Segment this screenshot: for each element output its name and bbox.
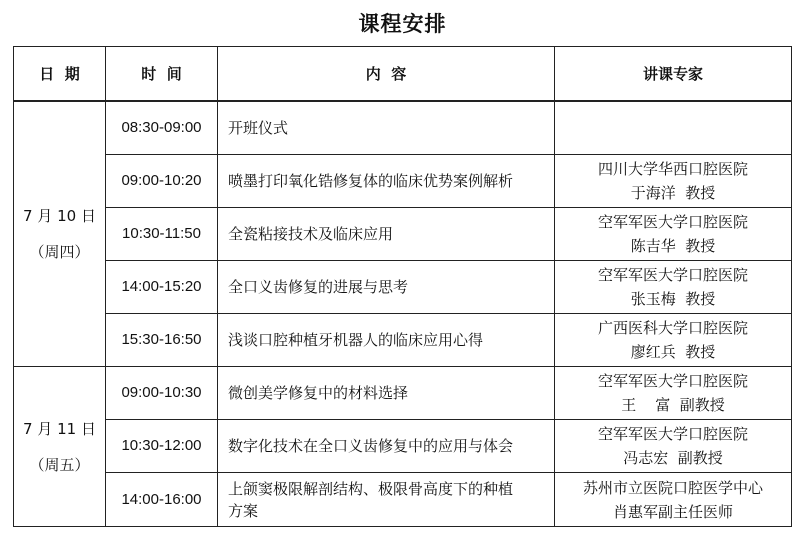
table-row xyxy=(14,101,792,155)
content-line: 方案 xyxy=(228,501,259,520)
time-cell: 10:30-11:50 xyxy=(106,208,218,261)
table-row xyxy=(14,155,792,208)
content-cell: 浅谈口腔种植牙机器人的临床应用心得 xyxy=(218,314,555,367)
date-label: 7 月 10 日 xyxy=(23,207,96,225)
page-title: 课程安排 xyxy=(358,11,447,36)
content-cell xyxy=(218,473,555,527)
time-cell: 14:00-15:20 xyxy=(106,261,218,314)
expert-org: 空军军医大学口腔医院 xyxy=(597,213,748,231)
expert-cell xyxy=(555,101,792,155)
expert-cell xyxy=(555,314,792,367)
expert-name: 张玉梅 教授 xyxy=(630,290,716,308)
table-row xyxy=(14,208,792,261)
expert-cell xyxy=(555,261,792,314)
content-cell: 全瓷粘接技术及临床应用 xyxy=(218,208,555,261)
header-expert: 讲课专家 xyxy=(555,47,792,102)
expert-name: 陈吉华 教授 xyxy=(630,237,716,255)
table-row xyxy=(14,420,792,473)
table-row xyxy=(14,473,792,527)
expert-cell xyxy=(555,473,792,527)
time-cell: 08:30-09:00 xyxy=(106,101,218,155)
content-cell: 数字化技术在全口义齿修复中的应用与体会 xyxy=(218,420,555,473)
time-cell: 09:00-10:20 xyxy=(106,155,218,208)
content-line: 上颌窦极限解剖结构、极限骨高度下的种植 xyxy=(228,479,514,498)
header-time: 时 间 xyxy=(106,47,218,102)
content-cell: 开班仪式 xyxy=(218,101,555,155)
weekday-label: （周五） xyxy=(29,455,90,474)
expert-cell xyxy=(555,208,792,261)
expert-org: 广西医科大学口腔医院 xyxy=(597,319,748,337)
time-cell: 09:00-10:30 xyxy=(106,367,218,420)
date-label: 7 月 11 日 xyxy=(23,419,96,438)
header-content: 内 容 xyxy=(218,47,555,102)
schedule-table xyxy=(13,46,792,527)
expert-cell xyxy=(555,155,792,208)
table-row xyxy=(14,261,792,314)
time-cell: 15:30-16:50 xyxy=(106,314,218,367)
table-row xyxy=(14,314,792,367)
time-cell: 14:00-16:00 xyxy=(106,473,218,527)
time-cell: 10:30-12:00 xyxy=(106,420,218,473)
expert-name: 王 富 副教授 xyxy=(621,396,725,414)
expert-org: 苏州市立医院口腔医学中心 xyxy=(582,478,763,497)
content-cell: 全口义齿修复的进展与思考 xyxy=(218,261,555,314)
table-header-row xyxy=(14,47,792,102)
content-cell: 微创美学修复中的材料选择 xyxy=(218,367,555,420)
expert-cell xyxy=(555,420,792,473)
expert-org: 空军军医大学口腔医院 xyxy=(597,372,748,390)
expert-org: 空军军医大学口腔医院 xyxy=(597,266,748,284)
expert-cell xyxy=(555,367,792,420)
expert-org: 四川大学华西口腔医院 xyxy=(597,160,748,178)
date-cell-day2 xyxy=(14,367,106,527)
date-cell-day1 xyxy=(14,101,106,367)
expert-org: 空军军医大学口腔医院 xyxy=(597,425,748,443)
content-cell: 喷墨打印氧化锆修复体的临床优势案例解析 xyxy=(218,155,555,208)
expert-name: 廖红兵 教授 xyxy=(630,343,716,361)
expert-name: 冯志宏 副教授 xyxy=(623,449,723,467)
header-date: 日 期 xyxy=(14,47,106,102)
weekday-label: （周四） xyxy=(29,243,90,261)
table-row xyxy=(14,367,792,420)
expert-name: 肖惠军副主任医师 xyxy=(612,502,733,521)
expert-name: 于海洋 教授 xyxy=(630,184,716,202)
